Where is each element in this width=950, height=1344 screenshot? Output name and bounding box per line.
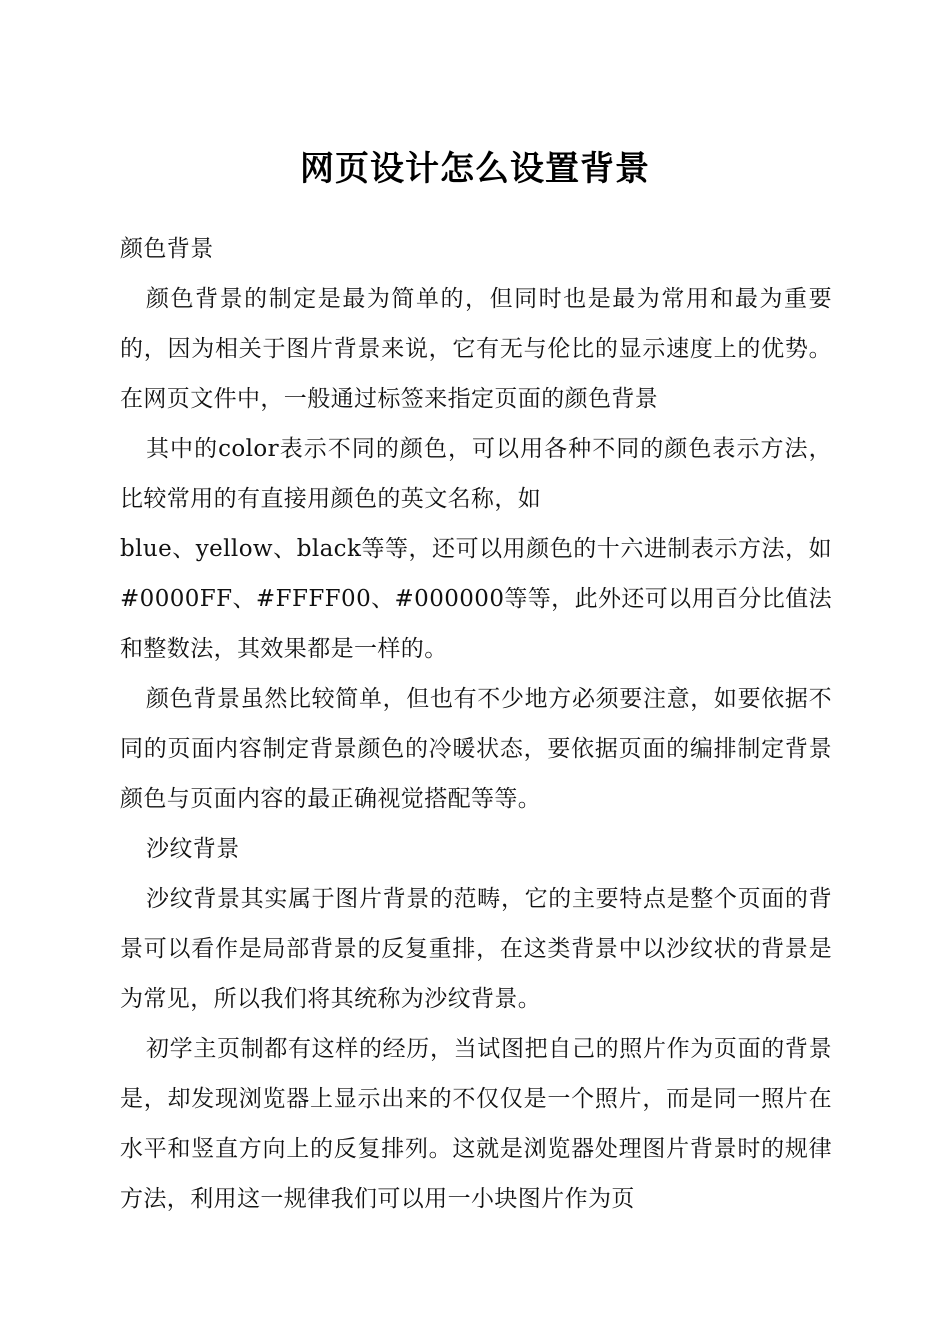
paragraph-color-examples: blue、yellow、black等等，还可以用颜色的十六进制表示方法，如#0000FF、#FFFF00、#000000等等，此外还可以用百分比值法和整数法，其效果都是一样的。 <box>120 536 832 662</box>
paragraph-color-intro: 颜色背景的制定是最为简单的，但同时也是最为常用和最为重要的，因为相关于图片背景来说，它有无与伦比的显示速度上的优势。在网页文件中，一般通过标签来指定页面的颜色背景 <box>120 286 832 412</box>
paragraph-sand-experience: 初学主页制都有这样的经历，当试图把自己的照片作为页面的背景是，却发现浏览器上显示出来的不仅仅是一个照片，而是同一照片在水平和竖直方向上的反复排列。这就是浏览器处理图片背景时的规律方法，利用这一规律我们可以用一小块图片作为页 <box>120 1036 832 1212</box>
section-heading-sand-background: 沙纹背景 <box>146 836 240 862</box>
document-title: 网页设计怎么设置背景 <box>300 149 650 189</box>
document-body <box>120 224 832 1224</box>
section-heading-color-background: 颜色背景 <box>120 236 214 262</box>
paragraph-color-methods: 其中的color表示不同的颜色，可以用各种不同的颜色表示方法，比较常用的有直接用颜色的英文名称，如 <box>120 436 832 512</box>
paragraph-color-notes: 颜色背景虽然比较简单，但也有不少地方必须要注意，如要依据不同的页面内容制定背景颜色的冷暖状态，要依据页面的编排制定背景颜色与页面内容的最正确视觉搭配等等。 <box>120 686 832 812</box>
paragraph-sand-intro: 沙纹背景其实属于图片背景的范畴，它的主要特点是整个页面的背景可以看作是局部背景的反复重排，在这类背景中以沙纹状的背景是为常见，所以我们将其统称为沙纹背景。 <box>120 886 832 1012</box>
